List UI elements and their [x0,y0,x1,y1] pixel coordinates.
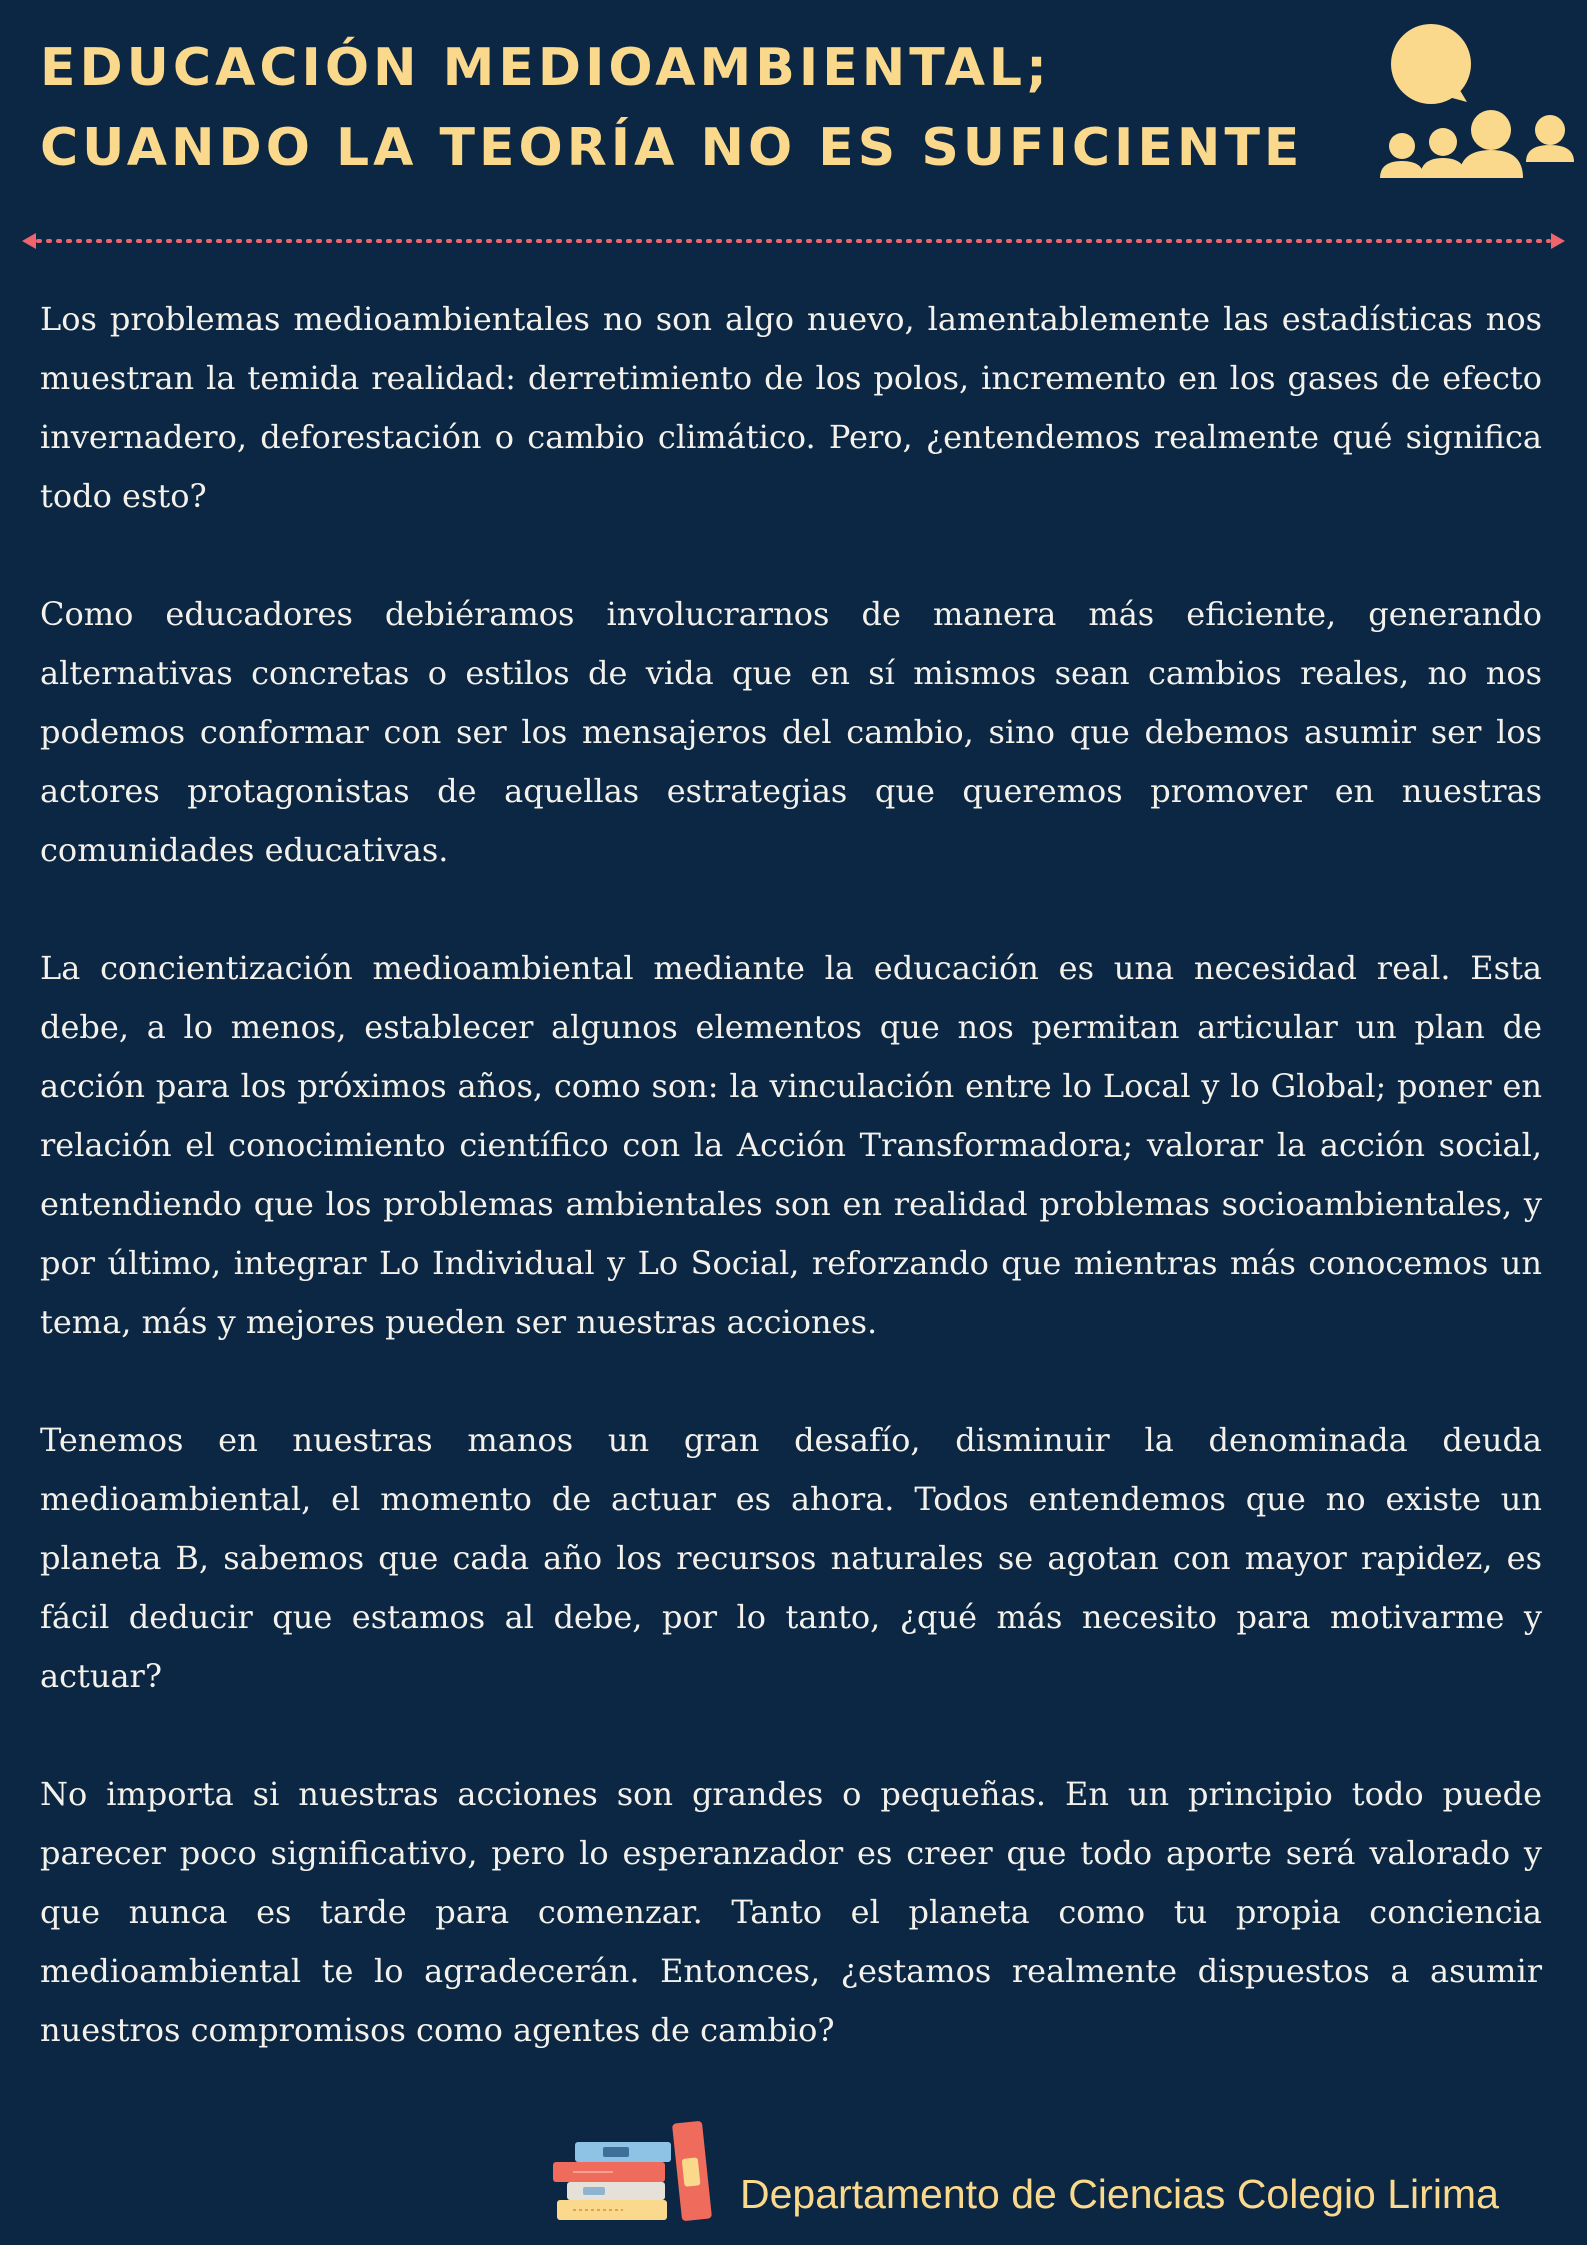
paragraph-5: No importa si nuestras acciones son grandes o pequeñas. En un principio todo puede parecer poco significativo, pero lo esperanzador es creer que todo aporte será valorado y que nunca es tarde para comenzar. Tanto el planeta como tu propia conciencia medioambiental te lo agradecerán. Entonces, ¿estamos realmente dispuestos a asumir nuestros compromisos como agentes de cambio? [40,1775,1542,2049]
books-icon [553,2118,715,2223]
department-credit: Departamento de Ciencias Colegio Lirima [740,2171,1499,2217]
title-line-1: EDUCACIÓN MEDIOAMBIENTAL; [40,38,1051,98]
paragraph-1: Los problemas medioambientales no son algo nuevo, lamentablemente las estadísticas nos muestran la temida realidad: derretimiento de los polos, incremento en los gases de efecto invernadero, deforestación o cambio climático. Pero, ¿entendemos realmente qué significa todo esto? [40,300,1542,515]
dotted-divider [20,228,1567,254]
paragraph-3: La concientización medioambiental mediante la educación es una necesidad real. Esta debe, a lo menos, establecer algunos elementos que nos permitan articular un plan de acción para los próximos años, como son: la vinculación entre lo Local y lo Global; poner en relación el conocimiento científico con la Acción Transformadora; valorar la acción social, entendiendo que los problemas ambientales son en realidad problemas socioambientales, y por último, integrar Lo Individual y Lo Social, reforzando que mientras más conocemos un tema, más y mejores pueden ser nuestras acciones. [40,949,1542,1341]
paragraph-2: Como educadores debiéramos involucrarnos de manera más eficiente, generando alternativas concretas o estilos de vida que en sí mismos sean cambios reales, no nos podemos conformar con ser los mensajeros del cambio, sino que debemos asumir ser los actores protagonistas de aquellas estrategias que queremos promover en nuestras comunidades educativas. [40,595,1542,869]
people-speech-bubble-icon [1375,18,1575,188]
paragraph-4: Tenemos en nuestras manos un gran desafío, disminuir la denominada deuda medioambiental, el momento de actuar es ahora. Todos entendemos que no existe un planeta B, sabemos que cada año los recursos naturales se agotan con mayor rapidez, es fácil deducir que estamos al debe, por lo tanto, ¿qué más necesito para motivarme y actuar? [40,1421,1542,1695]
article-body [40,290,1542,2119]
title-line-2: CUANDO LA TEORÍA NO ES SUFICIENTE [40,118,1304,178]
page-title [40,28,1304,188]
